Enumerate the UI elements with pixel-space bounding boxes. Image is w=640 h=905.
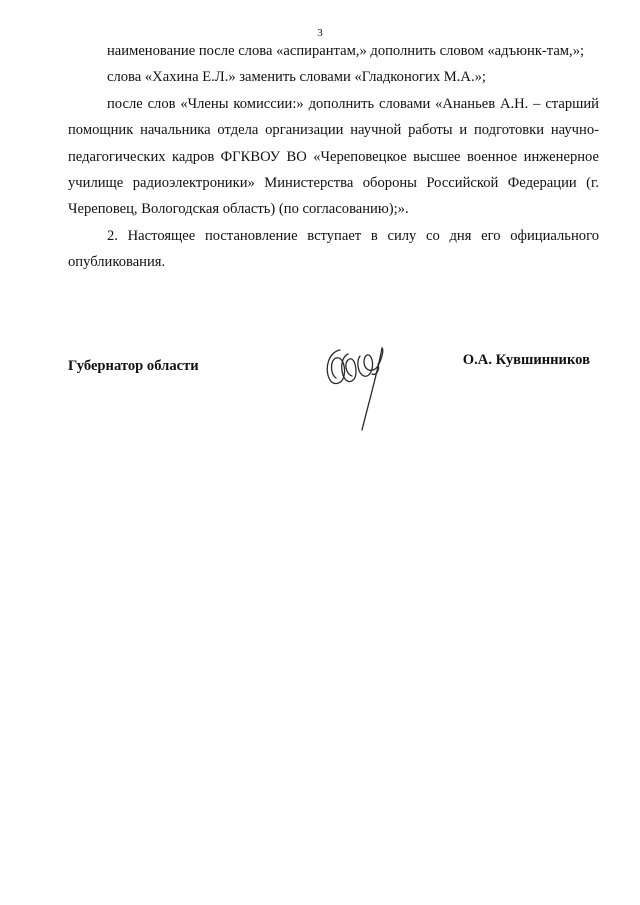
signer-title: Губернатор области xyxy=(68,358,199,374)
paragraph-position-title: наименование после слова «аспирантам,» дополнить словом «адъюнк-там,»; xyxy=(107,43,585,59)
handwritten-signature-icon xyxy=(318,340,398,435)
signer-name: О.А. Кувшинников xyxy=(462,352,590,368)
paragraph-replace-name: слова «Хахина Е.Л.» заменить словами «Гладконогих М.А.»; xyxy=(107,69,486,86)
paragraph-effective-date: 2. Настоящее постановление вступает в силу со дня его официального опубликования. xyxy=(68,227,599,271)
paragraph-commission-members: после слов «Члены комиссии:» дополнить словами «Ананьев А.Н. – старший помощник начальника отдела организации научной работы и подготовки научно-педагогических кадров ФГКВОУ ВО «Череповецкое высшее военное инженерное училище радиоэлектроники» Министерства обороны Российской Федерации (г. Череповец, Вологодская область) (по согласованию);». xyxy=(68,95,599,218)
document-body xyxy=(68,38,599,276)
signature-block xyxy=(0,340,640,440)
page-number: 3 xyxy=(317,27,323,39)
